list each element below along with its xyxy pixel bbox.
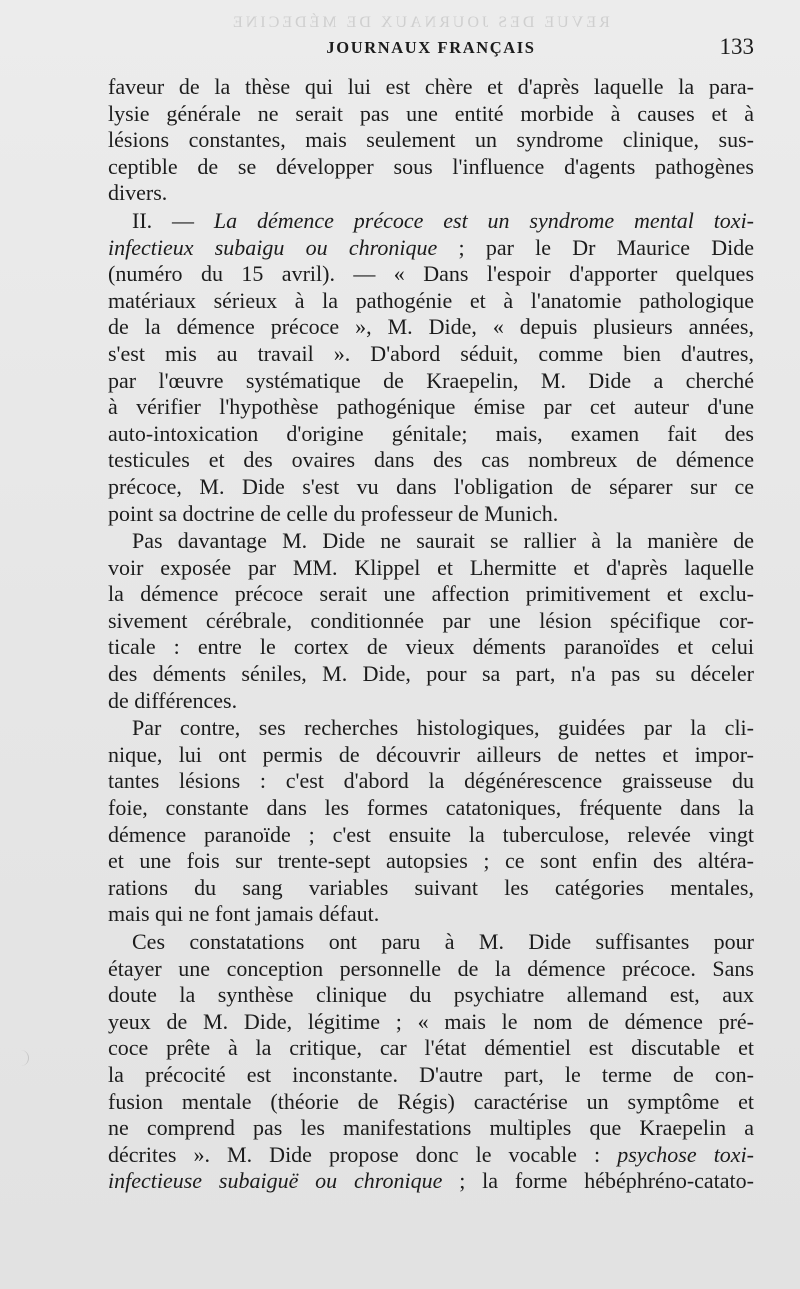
text-line: la démence précoce serait une affection primitivement et exclu- bbox=[108, 581, 754, 607]
running-title: JOURNAUX FRANÇAIS bbox=[326, 38, 536, 57]
text-line: ne comprend pas les manifestations multiples que Kraepelin a bbox=[108, 1115, 754, 1141]
text-line: par l'œuvre systématique de Kraepelin, M. Dide a cherché bbox=[108, 367, 754, 393]
text-line: étayer une conception personnelle de la démence précoce. Sans bbox=[108, 955, 754, 981]
text-span: décrites ». M. Dide propose donc le vocable : bbox=[108, 1141, 618, 1167]
margin-mark bbox=[18, 1050, 29, 1066]
text-line: coce prête à la critique, car l'état démentiel est discutable et bbox=[108, 1035, 754, 1061]
text-line: lésions constantes, mais seulement un syndrome clinique, sus- bbox=[108, 127, 754, 153]
text-span: ; par le Dr Maurice Dide bbox=[437, 234, 754, 260]
text-line: ticale : entre le cortex de vieux déments paranoïdes et celui bbox=[108, 634, 754, 660]
text-line: auto-intoxication d'origine génitale; mais, examen fait des bbox=[108, 420, 754, 446]
proposed-term: psychose toxi- bbox=[617, 1141, 755, 1167]
text-line: sivement cérébrale, conditionnée par une lésion spécifique cor- bbox=[108, 607, 754, 633]
text-line: fusion mentale (théorie de Régis) caractérise un symptôme et bbox=[108, 1088, 754, 1114]
text-line: voir exposée par MM. Klippel et Lhermitte et d'après laquelle bbox=[108, 554, 754, 580]
page-number: 133 bbox=[719, 34, 754, 59]
text-line: s'est mis au travail ». D'abord séduit, comme bien d'autres, bbox=[108, 340, 754, 366]
text-line: tantes lésions : c'est d'abord la dégénérescence graisseuse du bbox=[108, 768, 754, 794]
text-line: faveur de la thèse qui lui est chère et d'après laquelle la para- bbox=[108, 74, 754, 99]
page-header bbox=[108, 36, 754, 64]
text-line: nique, lui ont permis de découvrir ailleurs de nettes et impor- bbox=[108, 741, 754, 767]
proposed-term: infectieuse subaiguë ou chronique bbox=[108, 1168, 443, 1194]
text-line: lysie générale ne serait pas une entité morbide à causes et à bbox=[108, 100, 754, 126]
text-line: la précocité est inconstante. D'autre part, le terme de con- bbox=[108, 1061, 754, 1087]
text-span: II. — bbox=[132, 207, 214, 233]
text-line: testicules et des ovaires dans des cas nombreux de démence bbox=[108, 447, 754, 473]
text-line: précoce, M. Dide s'est vu dans l'obligation de séparer sur ce bbox=[108, 473, 754, 499]
text-line: doute la synthèse clinique du psychiatre allemand est, aux bbox=[108, 982, 754, 1008]
show-through-text: REVUE DES JOURNAUX DE MÉDECINE bbox=[230, 14, 610, 31]
body-text bbox=[108, 74, 754, 1195]
text-line: Par contre, ses recherches histologiques, guidées par la cli- bbox=[132, 715, 754, 741]
text-line: de la démence précoce », M. Dide, « depuis plusieurs années, bbox=[108, 314, 754, 340]
text-line: Pas davantage M. Dide ne saurait se rallier à la manière de bbox=[132, 528, 754, 554]
text-line: mais qui ne font jamais défaut. bbox=[108, 901, 380, 927]
text-line: foie, constante dans les formes catatoniques, fréquente dans la bbox=[108, 795, 754, 821]
text-line: démence paranoïde ; c'est ensuite la tuberculose, relevée vingt bbox=[108, 821, 754, 847]
text-line bbox=[108, 235, 754, 262]
text-line bbox=[108, 1142, 754, 1169]
text-line: yeux de M. Dide, légitime ; « mais le nom de démence pré- bbox=[108, 1008, 754, 1034]
text-line: et une fois sur trente-sept autopsies ; ce sont enfin des altéra- bbox=[108, 848, 754, 874]
text-line: divers. bbox=[108, 180, 168, 206]
article-title: infectieux subaigu ou chronique bbox=[108, 234, 438, 260]
text-line: de différences. bbox=[108, 687, 238, 713]
text-line: à vérifier l'hypothèse pathogénique émise par cet auteur d'une bbox=[108, 394, 754, 420]
text-line bbox=[108, 208, 754, 235]
text-line: matériaux sérieux à la pathogénie et à l'anatomie pathologique bbox=[108, 287, 754, 313]
text-line: (numéro du 15 avril). — « Dans l'espoir d'apporter quelques bbox=[108, 261, 754, 287]
text-line: des déments séniles, M. Dide, pour sa part, n'a pas su déceler bbox=[108, 661, 754, 687]
text-line bbox=[108, 1168, 754, 1195]
article-title: La démence précoce est un syndrome mental toxi- bbox=[213, 207, 755, 233]
text-line: ceptible de se développer sous l'influence d'agents pathogènes bbox=[108, 153, 754, 179]
text-line: point sa doctrine de celle du professeur de Munich. bbox=[108, 500, 559, 526]
text-span: ; la forme hébéphréno-catato- bbox=[442, 1168, 754, 1194]
text-line: Ces constatations ont paru à M. Dide suffisantes pour bbox=[132, 929, 754, 954]
text-line: rations du sang variables suivant les catégories mentales, bbox=[108, 874, 754, 900]
